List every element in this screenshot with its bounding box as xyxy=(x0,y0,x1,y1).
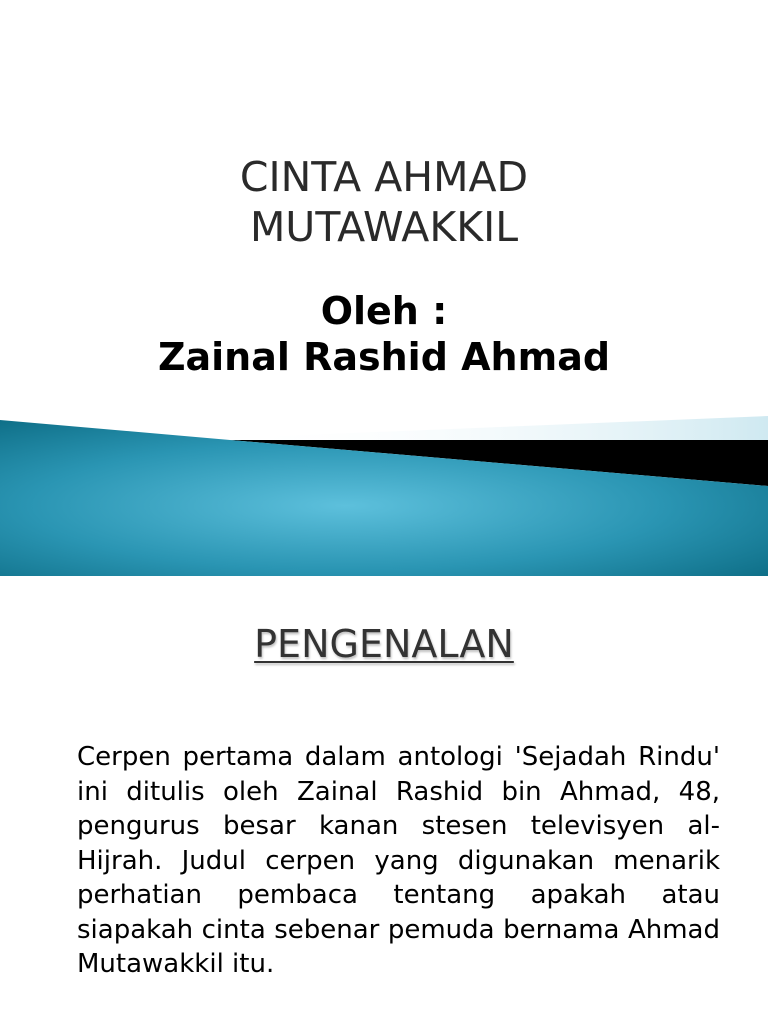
section-heading: PENGENALAN xyxy=(254,622,514,666)
slide-title xyxy=(0,152,768,252)
byline-label: Oleh : xyxy=(320,289,448,333)
slide-title-line-2: MUTAWAKKIL xyxy=(249,203,519,251)
banner-pale-stripe xyxy=(230,416,768,440)
slide-title-line-1: CINTA AHMAD xyxy=(239,153,529,201)
author-block xyxy=(0,288,768,380)
decorative-banner xyxy=(0,412,768,576)
intro-paragraph: Cerpen pertama dalam antologi 'Sejadah Rindu' ini ditulis oleh Zainal Rashid bin Ahmad, 48, pengurus besar kanan stesen televisyen al-Hijrah. Judul cerpen yang digunakan menarik perhatian pembaca tentang apakah atau siapakah cinta sebenar pemuda bernama Ahmad Mutawakkil itu. xyxy=(77,742,720,979)
intro-slide xyxy=(0,576,768,1024)
author-name: Zainal Rashid Ahmad xyxy=(157,335,611,379)
